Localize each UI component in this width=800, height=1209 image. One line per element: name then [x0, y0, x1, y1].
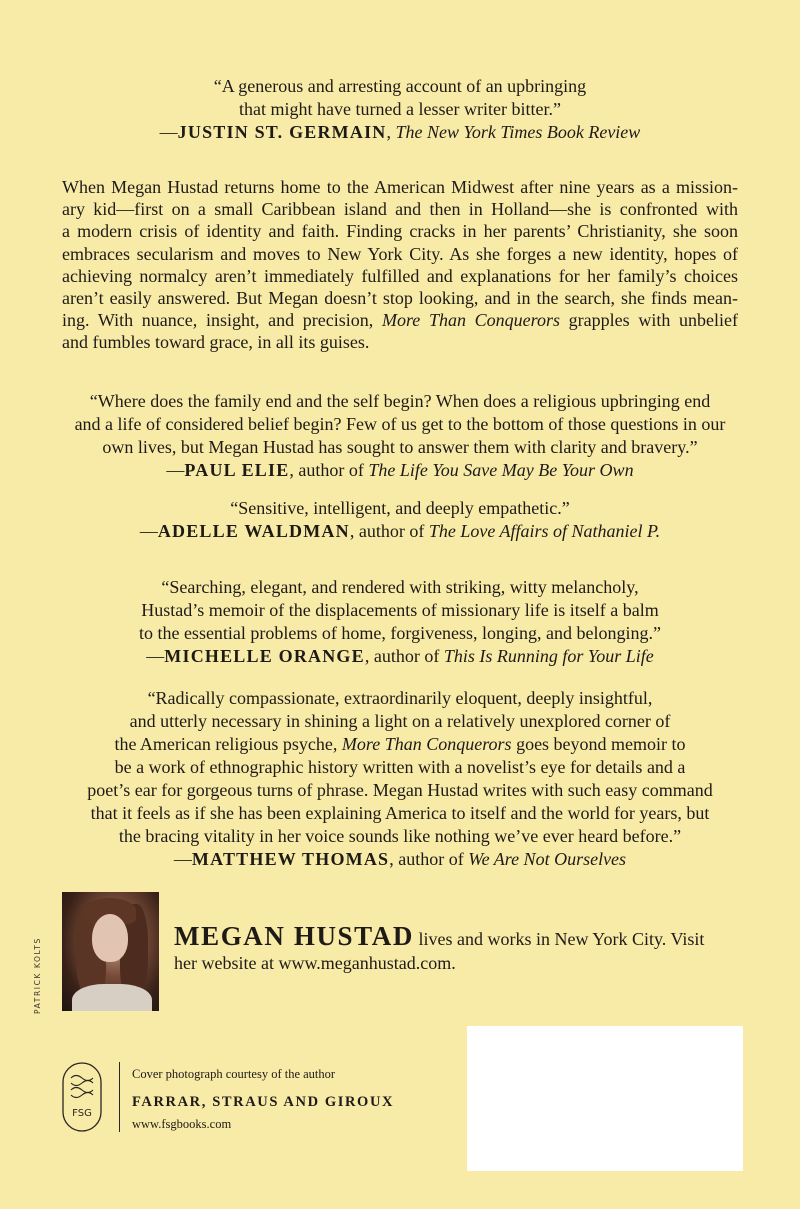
fsg-logo-icon	[62, 1062, 102, 1132]
attr-dash: —	[139, 521, 158, 541]
publisher-divider	[119, 1062, 120, 1132]
book-description	[62, 176, 738, 354]
description-text: ing. With nuance, insight, and precision,	[62, 310, 382, 331]
review-source: The Love Affairs of Nathaniel P.	[428, 521, 661, 541]
attr-separator: , author of	[389, 849, 469, 869]
quote-line: “Sensitive, intelligent, and deeply empathetic.”	[230, 498, 570, 518]
reviewer-name: PAUL ELIE	[184, 460, 290, 480]
reviewer-name: MATTHEW THOMAS	[191, 849, 390, 869]
quote-attribution	[40, 848, 760, 871]
review-source: The Life You Save May Be Your Own	[368, 460, 634, 480]
bio-text: lives and works in New York City. Visit	[413, 929, 705, 949]
attr-separator: , author of	[364, 646, 444, 666]
publisher-name: FARRAR, STRAUS AND GIROUX	[132, 1094, 395, 1110]
barcode-box	[467, 1026, 743, 1171]
review-quote-nyt	[40, 75, 760, 144]
attr-dash: —	[173, 849, 192, 869]
reviewer-name: MICHELLE ORANGE	[164, 646, 365, 666]
quote-attribution	[40, 520, 760, 543]
review-source: We Are Not Ourselves	[468, 849, 627, 869]
reviewer-name: ADELLE WALDMAN	[157, 521, 350, 541]
attr-dash: —	[146, 646, 165, 666]
attr-dash: —	[166, 460, 185, 480]
quote-text: goes beyond memoir to	[511, 734, 686, 754]
description-line: ary kid—first on a small Caribbean island and then in Holland—she is confronted with	[62, 199, 738, 220]
photo-credit: PATRICK KOLTS	[33, 937, 42, 1014]
description-line: and fumbles toward grace, in all its guises.	[62, 332, 370, 353]
quote-attribution	[40, 459, 760, 482]
author-name: MEGAN HUSTAD	[174, 921, 414, 951]
review-source: This Is Running for Your Life	[443, 646, 654, 666]
quote-line: “Where does the family end and the self begin? When does a religious upbringing end	[89, 391, 711, 411]
quote-text: the American religious psyche,	[114, 734, 342, 754]
publisher-info	[132, 1066, 394, 1132]
description-line: a modern crisis of identity and faith. Finding cracks in her parents’ Christianity, she soon	[62, 221, 738, 242]
description-line	[62, 309, 738, 331]
quote-line: poet’s ear for gorgeous turns of phrase. Megan Hustad writes with such easy command	[87, 780, 713, 800]
quote-line: and a life of considered belief begin? Few of us get to the bottom of those questions in our	[74, 414, 726, 434]
reviewer-name: JUSTIN ST. GERMAIN	[177, 122, 387, 142]
quote-line: be a work of ethnographic history written with a novelist’s eye for details and a	[114, 757, 686, 777]
attr-separator: ,	[386, 122, 396, 142]
review-quote-waldman	[40, 497, 760, 543]
description-line: When Megan Hustad returns home to the American Midwest after nine years as a mission-	[62, 177, 738, 197]
publisher-website: www.fsgbooks.com	[132, 1117, 232, 1131]
quote-line	[40, 733, 760, 756]
quote-line: that it feels as if she has been explaining America to itself and the world for years, but	[90, 803, 710, 823]
quote-attribution	[40, 645, 760, 668]
attr-separator: , author of	[349, 521, 429, 541]
review-quote-thomas	[40, 687, 760, 871]
cover-credit: Cover photograph courtesy of the author	[132, 1067, 336, 1081]
description-text: grapples with unbelief	[560, 310, 738, 331]
quote-line: Hustad’s memoir of the displacements of missionary life is itself a balm	[141, 600, 659, 620]
description-line: achieving normalcy aren’t immediately fulfilled and explanations for her family’s choices	[62, 265, 738, 286]
review-quote-orange	[40, 576, 760, 668]
author-photo	[62, 892, 159, 1011]
quote-line: own lives, but Megan Hustad has sought to answer them with clarity and bravery.”	[102, 437, 698, 457]
logo-text: FSG	[72, 1108, 92, 1119]
bio-text: her website at www.meganhustad.com.	[174, 953, 456, 973]
attr-separator: , author of	[289, 460, 369, 480]
quote-line: “Radically compassionate, extraordinarily eloquent, deeply insightful,	[147, 688, 653, 708]
author-bio	[174, 921, 754, 975]
quote-line: to the essential problems of home, forgiveness, longing, and belonging.”	[138, 623, 662, 643]
quote-line: “Searching, elegant, and rendered with striking, witty melancholy,	[161, 577, 639, 597]
book-title: More Than Conquerors	[381, 310, 560, 331]
review-quote-elie	[40, 390, 760, 482]
quote-line: “A generous and arresting account of an upbringing	[213, 76, 587, 96]
description-line: aren’t easily answered. But Megan doesn’t stop looking, and in the search, she finds mean-	[62, 288, 738, 309]
quote-attribution	[40, 121, 760, 144]
quote-line: that might have turned a lesser writer bitter.”	[239, 99, 561, 119]
review-source: The New York Times Book Review	[395, 122, 641, 142]
attr-dash: —	[159, 122, 178, 142]
description-line: embraces secularism and moves to New York City. As she forges a new identity, hopes of	[62, 243, 738, 264]
quote-line: the bracing vitality in her voice sounds like nothing we’ve ever heard before.”	[118, 826, 682, 846]
book-title: More Than Conquerors	[341, 734, 512, 754]
quote-line: and utterly necessary in shining a light on a relatively unexplored corner of	[129, 711, 671, 731]
